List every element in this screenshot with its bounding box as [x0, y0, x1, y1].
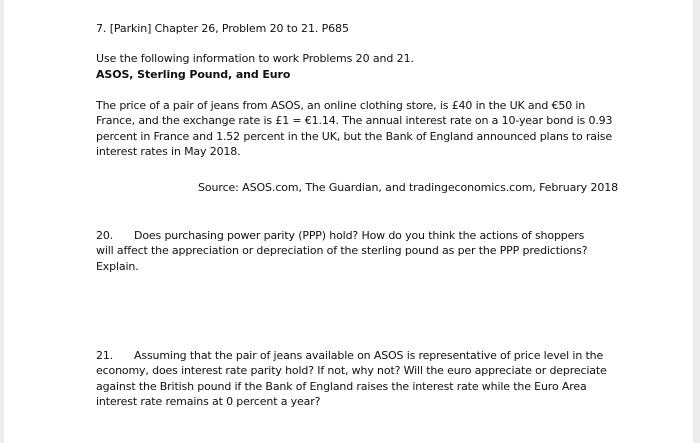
problem-line: Explain.: [96, 259, 139, 273]
case-line: France, and the exchange rate is £1 = €1.14. The annual interest rate on a 10-year bond is 0.93: [96, 114, 613, 128]
case-line: percent in France and 1.52 percent in the UK, but the Bank of England announced plans to raise: [96, 129, 612, 143]
case-paragraph: [96, 98, 612, 159]
problem-number: 20.: [96, 229, 114, 242]
source-line: Source: ASOS.com, The Guardian, and tradingeconomics.com, February 2018: [198, 181, 619, 194]
case-line: interest rates in May 2018.: [96, 144, 241, 158]
problem-question: Assuming that the pair of jeans available on ASOS is representative of price level in the: [134, 349, 604, 362]
problem-line: economy, does interest rate parity hold? If not, why not? Will the euro appreciate or depreciate: [96, 364, 607, 378]
problem-20: [96, 228, 587, 274]
document-page: [4, 0, 693, 443]
problem-21: [96, 348, 607, 409]
case-title: ASOS, Sterling Pound, and Euro: [96, 68, 291, 81]
problem-line: interest rate remains at 0 percent a year?: [96, 394, 321, 408]
problem-line: will affect the appreciation or depreciation of the sterling pound as per the PPP predictions?: [96, 244, 588, 258]
intro-text: Use the following information to work Problems 20 and 21.: [96, 52, 414, 65]
problem-question: Does purchasing power parity (PPP) hold? How do you think the actions of shoppers: [134, 229, 585, 242]
case-line: The price of a pair of jeans from ASOS, an online clothing store, is £40 in the UK and €50 in: [96, 99, 586, 112]
question-header: 7. [Parkin] Chapter 26, Problem 20 to 21. P685: [96, 22, 349, 35]
problem-line: [96, 348, 607, 363]
problem-number: 21.: [96, 349, 114, 362]
problem-line: [96, 228, 587, 243]
problem-line: against the British pound if the Bank of England raises the interest rate while the Euro Area: [96, 379, 587, 393]
